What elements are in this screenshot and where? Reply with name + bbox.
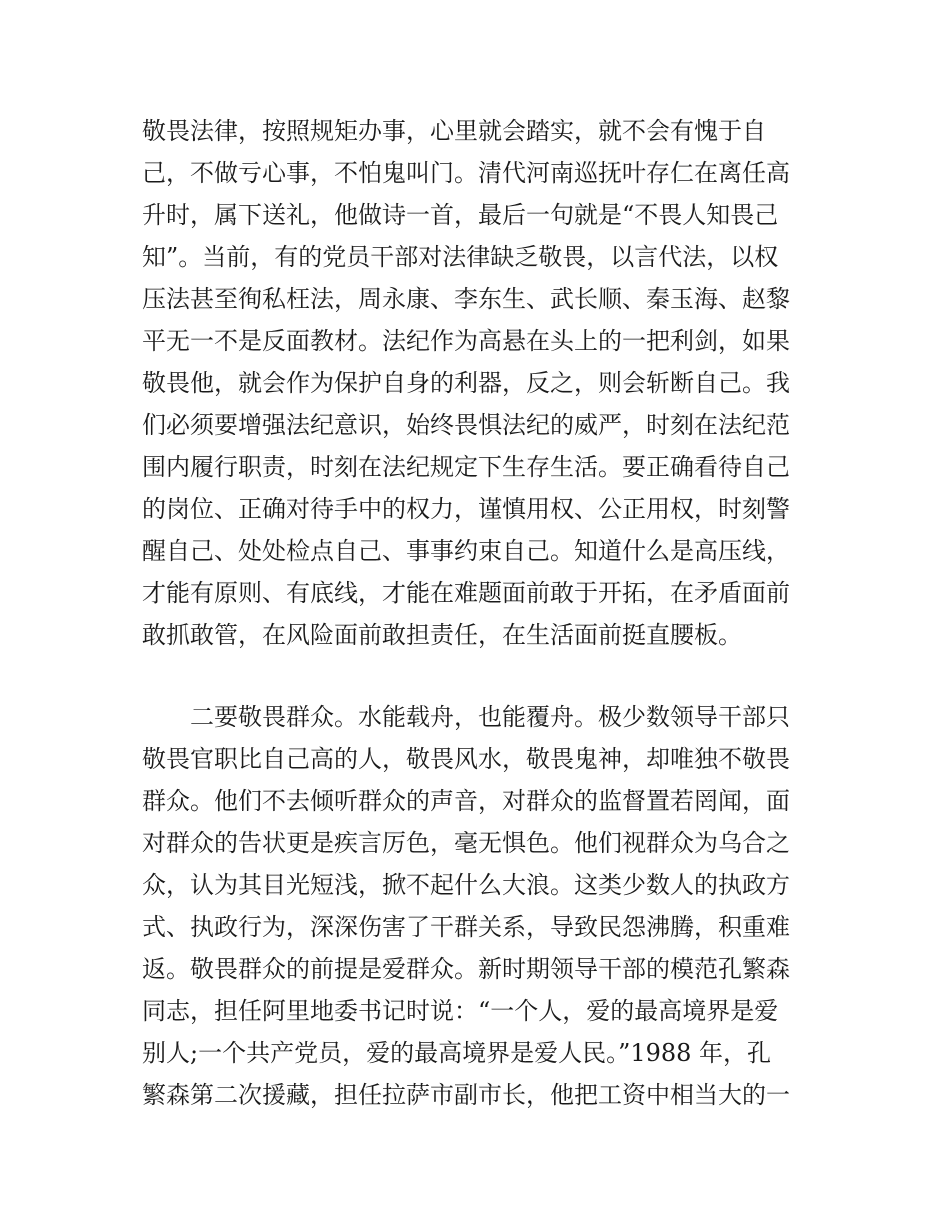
text-line: 敬畏官职比自己高的人，敬畏风水，敬畏鬼神，却唯独不敬畏 xyxy=(142,745,790,773)
text-line: 敬畏他，就会作为保护自身的利器，反之，则会斩断自己。我 xyxy=(142,369,790,397)
text-line: 平无一不是反面教材。法纪作为高悬在头上的一把利剑，如果 xyxy=(142,327,790,355)
text-line: 己，不做亏心事，不怕鬼叫门。清代河南巡抚叶存仁在离任高 xyxy=(142,159,790,187)
text-line: 对群众的告状更是疾言厉色，毫无惧色。他们视群众为乌合之 xyxy=(142,829,790,857)
text-line: 敬畏法律，按照规矩办事，心里就会踏实，就不会有愧于自 xyxy=(142,117,766,145)
text-line: 二要敬畏群众。水能载舟，也能覆舟。极少数领导干部只 xyxy=(190,703,790,731)
text-line: 知”。当前，有的党员干部对法律缺乏敬畏，以言代法，以权 xyxy=(142,243,779,271)
text-line: 醒自己、处处检点自己、事事约束自己。知道什么是高压线， xyxy=(142,537,790,565)
text-line: 别人;一个共产党员，爱的最高境界是爱人民。”1988 年，孔 xyxy=(142,1039,772,1067)
text-line: 同志，担任阿里地委书记时说：“一个人，爱的最高境界是爱 xyxy=(142,997,779,1025)
text-line: 繁森第二次援藏，担任拉萨市副市长，他把工资中相当大的一 xyxy=(142,1081,790,1109)
text-line: 压法甚至徇私枉法，周永康、李东生、武长顺、秦玉海、赵黎 xyxy=(142,285,790,313)
text-line: 才能有原则、有底线，才能在难题面前敢于开拓，在矛盾面前 xyxy=(142,579,790,607)
text-line: 们必须要增强法纪意识，始终畏惧法纪的威严，时刻在法纪范 xyxy=(142,411,790,439)
text-line: 围内履行职责，时刻在法纪规定下生存生活。要正确看待自己 xyxy=(142,453,790,481)
text-line: 敢抓敢管，在风险面前敢担责任，在生活面前挺直腰板。 xyxy=(142,621,742,649)
text-line: 的岗位、正确对待手中的权力，谨慎用权、公正用权，时刻警 xyxy=(142,495,790,523)
text-line: 群众。他们不去倾听群众的声音，对群众的监督置若罔闻，面 xyxy=(142,787,790,815)
text-line: 众，认为其目光短浅，掀不起什么大浪。这类少数人的执政方 xyxy=(142,871,790,899)
text-line: 返。敬畏群众的前提是爱群众。新时期领导干部的模范孔繁森 xyxy=(142,955,790,983)
text-line: 式、执政行为，深深伤害了干群关系，导致民怨沸腾，积重难 xyxy=(142,913,790,941)
text-line: 升时，属下送礼，他做诗一首，最后一句就是“不畏人知畏己 xyxy=(142,201,779,229)
